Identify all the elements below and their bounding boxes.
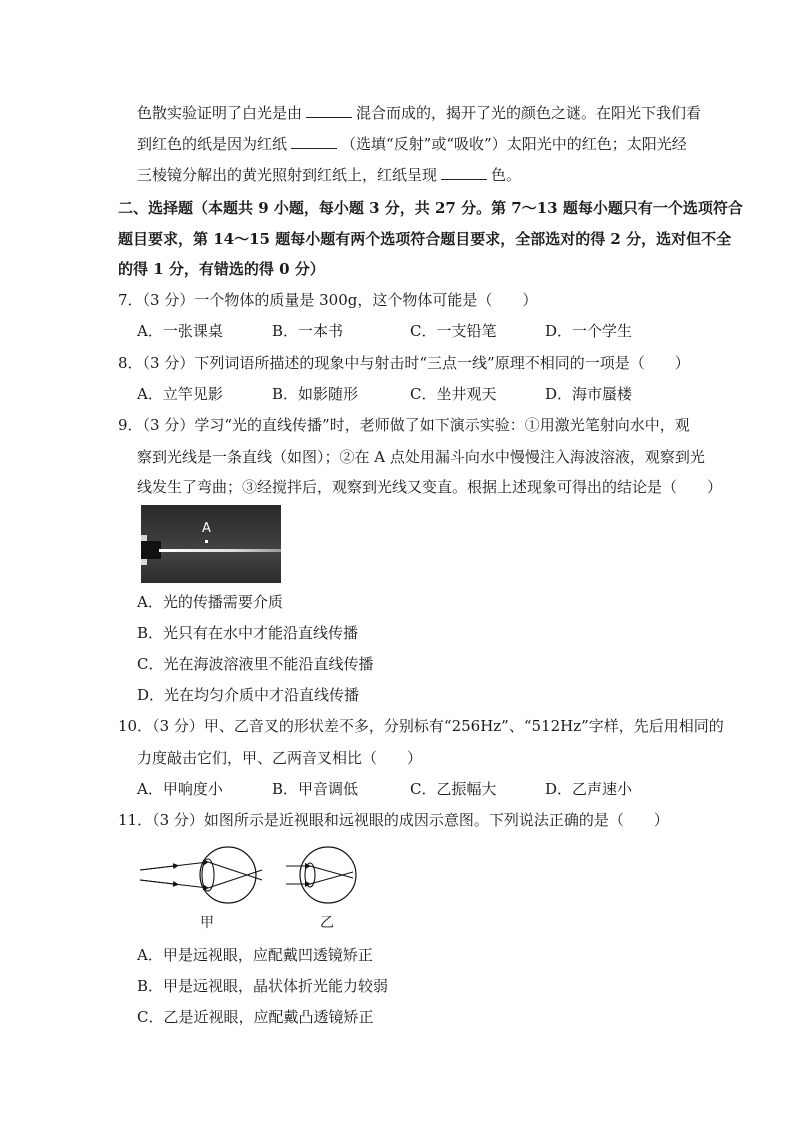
q11-stem: 11．（3 分）如图所示是近视眼和远视眼的成因示意图。下列说法正确的是（ ）: [118, 811, 669, 829]
q6-line-3: [137, 165, 521, 185]
q9-option-d[interactable]: D．光在均匀介质中才沿直线传播: [137, 686, 360, 704]
q7-stem: 7．（3 分）一个物体的质量是 300g，这个物体可能是（ ）: [118, 291, 538, 309]
q8-option-b[interactable]: B．如影随形: [272, 385, 359, 403]
q10-option-a[interactable]: A．甲响度小: [137, 780, 223, 798]
q8-option-d[interactable]: D．海市蜃楼: [545, 385, 633, 403]
q8-option-a[interactable]: A．立竿见影: [137, 385, 223, 403]
eye-diagram-svg: [138, 840, 368, 910]
q9-stem-3: 线发生了弯曲；③经搅拌后，观察到光线又变直。根据上述现象可得出的结论是（ ）: [137, 478, 723, 496]
section2-heading-1: 二、选择题（本题共 9 小题，每小题 3 分，共 27 分。第 7～13 题每小题只有一个选项符合: [118, 199, 743, 217]
q10-option-c[interactable]: C．乙振幅大: [410, 780, 497, 798]
fig-label-yi: 乙: [320, 915, 334, 931]
q11-option-c[interactable]: C．乙是近视眼，应配戴凸透镜矫正: [137, 1008, 374, 1026]
laser-beam: [159, 549, 281, 552]
q10-option-b[interactable]: B．甲音调低: [272, 780, 359, 798]
section2-heading-2: 题目要求，第 14～15 题每小题有两个选项符合题目要求，全部选对的得 2 分，选对但不全: [118, 230, 732, 248]
q6-text-1a: 色散实验证明了白光是由: [137, 104, 303, 122]
q6-text-3a: 三棱镜分解出的黄光照射到红纸上，红纸呈现: [137, 166, 438, 184]
q9-stem-2: 察到光线是一条直线（如图）；②在 A 点处用漏斗向水中慢慢注入海波溶液，观察到光: [137, 448, 705, 466]
q7-option-c[interactable]: C．一支铅笔: [410, 322, 497, 340]
q6-line-2: [137, 134, 687, 154]
q9-option-b[interactable]: B．光只有在水中才能沿直线传播: [137, 624, 359, 642]
point-a-dot: [205, 540, 208, 543]
q7-option-b[interactable]: B．一本书: [272, 322, 344, 340]
laser-pointer: [141, 541, 161, 559]
laser-beam-photo: [141, 505, 281, 583]
q8-stem: 8．（3 分）下列词语所描述的现象中与射击时“三点一线”原理不相同的一项是（ ）: [118, 354, 690, 372]
q6-text-2a: 到红色的纸是因为红纸: [137, 135, 288, 153]
q6-blank-3[interactable]: [441, 165, 487, 180]
q9-option-c[interactable]: C．光在海波溶液里不能沿直线传播: [137, 655, 374, 673]
q7-option-a[interactable]: A．一张课桌: [137, 322, 223, 340]
q6-text-2b: （选填“反射”或“吸收”）太阳光中的红色；太阳光经: [341, 135, 687, 153]
q9-stem-1: 9．（3 分）学习“光的直线传播”时，老师做了如下演示实验：①用激光笔射向水中，观: [118, 416, 690, 434]
point-a-label: A: [202, 521, 211, 536]
q10-stem-2: 力度敲击它们，甲、乙两音叉相比（ ）: [137, 749, 423, 767]
q9-option-a[interactable]: A．光的传播需要介质: [137, 593, 283, 611]
q6-text-1b: 混合而成的，揭开了光的颜色之谜。在阳光下我们看: [356, 104, 702, 122]
section2-heading-3: 的得 1 分，有错选的得 0 分）: [118, 260, 325, 278]
eye-yi: [286, 847, 356, 903]
q7-option-d[interactable]: D．一个学生: [545, 322, 633, 340]
q11-option-a[interactable]: A．甲是远视眼，应配戴凹透镜矫正: [137, 946, 373, 964]
q6-blank-1[interactable]: [306, 103, 352, 118]
q11-option-b[interactable]: B．甲是远视眼，晶状体折光能力较弱: [137, 977, 389, 995]
q6-blank-2[interactable]: [291, 134, 337, 149]
eye-jia: [140, 847, 262, 903]
q8-option-c[interactable]: C．坐井观天: [410, 385, 497, 403]
q10-stem-1: 10．（3 分）甲、乙音叉的形状差不多，分别标有“256Hz”、“512Hz”字样，先后用相同的: [118, 717, 724, 735]
fig-label-jia: 甲: [200, 915, 214, 931]
q10-option-d[interactable]: D．乙声速小: [545, 780, 633, 798]
q6-text-3b: 色。: [491, 166, 522, 184]
q6-line-1: [137, 103, 701, 123]
